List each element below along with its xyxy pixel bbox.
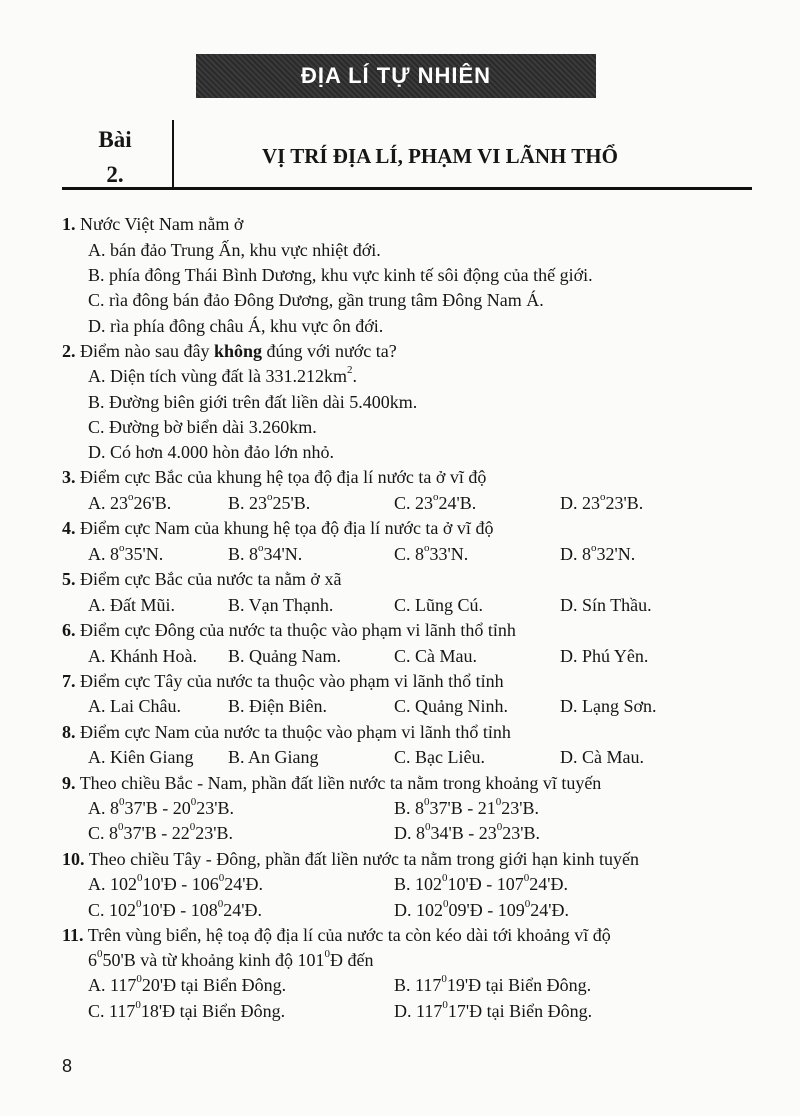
question-text: Điểm cực Bắc của khung hệ tọa độ địa lí nước ta ở vĩ độ [80, 467, 487, 487]
option-c: C. $102^010'Đ$ - $108^024'Đ$. [88, 898, 263, 920]
header-vertical-divider [172, 120, 174, 188]
option-c: C. Cà Mau. [394, 646, 477, 666]
section-banner-text: ĐỊA LÍ TỰ NHIÊN [300, 63, 492, 88]
option-a: A. $117^020'Đ$ tại Biển Đông. [88, 973, 287, 995]
question-text-emphasis: không [213, 341, 263, 361]
option-b: B. Vạn Thạnh. [228, 595, 334, 615]
question-number: 10. [62, 849, 85, 869]
option-c: C. rìa đông bán đảo Đông Dương, gần trung tâm Đông Nam Á. [88, 290, 544, 310]
option-a: A. 23$^o$26'B. [88, 491, 172, 513]
option-a: A. Diện tích vùng đất là $331.212km^2$. [88, 364, 357, 386]
option-b: B. Quảng Nam. [228, 646, 341, 666]
question-text: Nước Việt Nam nằm ở [80, 214, 244, 234]
option-b: B. Điện Biên. [228, 696, 327, 716]
question-8 [62, 722, 511, 743]
question-2 [62, 341, 397, 362]
question-number: 6. [62, 620, 76, 640]
page-number: 8 [62, 1056, 73, 1076]
question-11 [62, 925, 611, 946]
option-d: D. $102^009'Đ$ - $109^024'Đ$. [394, 898, 569, 920]
option-c: C. $117^018'Đ$ tại Biển Đông. [88, 999, 286, 1021]
option-d: D. $8^034'B - 23^023'B$. [394, 821, 540, 843]
question-5 [62, 569, 341, 590]
question-9 [62, 773, 601, 794]
option-a: A. $102^010'Đ$ - $106^024'Đ$. [88, 872, 263, 894]
lesson-title: VỊ TRÍ ĐỊA LÍ, PHẠM VI LÃNH THỔ [262, 144, 618, 168]
question-4 [62, 518, 493, 539]
question-number: 2. [62, 341, 76, 361]
question-number: 11. [62, 925, 84, 945]
option-b: B. Đường biên giới trên đất liền dài 5.400km. [88, 392, 418, 412]
question-text: Điểm cực Tây của nước ta thuộc vào phạm vi lãnh thổ tỉnh [80, 671, 504, 691]
option-c: C. Quảng Ninh. [394, 696, 508, 716]
question-text: Theo chiều Tây - Đông, phần đất liền nước ta nằm trong giới hạn kinh tuyến [88, 849, 640, 869]
question-7 [62, 671, 504, 692]
question-text-post: đúng với nước ta? [262, 341, 397, 361]
question-text-continued: $6^050'B$ và từ khoảng kinh độ $101^0Đ$ đến [88, 948, 374, 970]
option-b: B. 8$^o$34'N. [228, 542, 303, 564]
question-3 [62, 467, 486, 488]
question-number: 7. [62, 671, 76, 691]
lesson-label: Bài [98, 127, 132, 152]
option-c: C. $8^037'B - 22^023'B$. [88, 821, 234, 843]
question-text: Điểm cực Đông của nước ta thuộc vào phạm vi lãnh thổ tỉnh [80, 620, 516, 640]
option-b: B. phía đông Thái Bình Dương, khu vực kinh tế sôi động của thế giới. [88, 265, 593, 285]
question-1 [62, 214, 243, 235]
option-a: A. Đất Mũi. [88, 595, 175, 615]
question-text: Điểm cực Nam của nước ta thuộc vào phạm vi lãnh thổ tỉnh [80, 722, 511, 742]
option-d: D. Cà Mau. [560, 747, 644, 767]
option-b: B. $117^019'Đ$ tại Biển Đông. [394, 973, 592, 995]
question-number: 1. [62, 214, 76, 234]
question-text: Điểm cực Bắc của nước ta nằm ở xã [80, 569, 342, 589]
option-d: D. 23$^o$23'B. [560, 491, 644, 513]
header-horizontal-divider [62, 187, 752, 190]
question-number: 8. [62, 722, 76, 742]
option-a: A. 8$^o$35'N. [88, 542, 164, 564]
option-c: C. 8$^o$33'N. [394, 542, 469, 564]
option-b: B. An Giang [228, 747, 319, 767]
option-a: A. Kiên Giang [88, 747, 194, 767]
option-b: B. 23$^o$25'B. [228, 491, 311, 513]
option-d: D. Phú Yên. [560, 646, 649, 666]
lesson-number-block [62, 122, 168, 192]
option-c: C. Lũng Cú. [394, 595, 484, 615]
question-number: 3. [62, 467, 76, 487]
option-a: A. Lai Châu. [88, 696, 181, 716]
section-banner [196, 54, 596, 98]
option-d: D. 8$^o$32'N. [560, 542, 636, 564]
question-6 [62, 620, 516, 641]
option-c: C. Đường bờ biển dài 3.260km. [88, 417, 317, 437]
question-number: 9. [62, 773, 76, 793]
question-text: Trên vùng biển, hệ toạ độ địa lí của nước ta còn kéo dài tới khoảng vĩ độ [87, 925, 611, 945]
option-c: C. 23$^o$24'B. [394, 491, 477, 513]
lesson-number: 2. [106, 162, 124, 187]
question-text: Điểm cực Nam của khung hệ tọa độ địa lí nước ta ở vĩ độ [80, 518, 494, 538]
option-c: C. Bạc Liêu. [394, 747, 485, 767]
option-b: B. $8^037'B - 21^023'B$. [394, 796, 540, 818]
option-b: B. $102^010'Đ$ - $107^024'Đ$. [394, 872, 569, 894]
question-10 [62, 849, 639, 870]
question-number: 4. [62, 518, 76, 538]
question-text-pre: Điểm nào sau đây [80, 341, 214, 361]
option-a: A. bán đảo Trung Ấn, khu vực nhiệt đới. [88, 240, 381, 260]
option-d: D. $117^017'Đ$ tại Biển Đông. [394, 999, 593, 1021]
question-text: Theo chiều Bắc - Nam, phần đất liền nước ta nằm trong khoảng vĩ tuyến [79, 773, 602, 793]
question-number: 5. [62, 569, 76, 589]
option-a: A. $8^037'B - 20^023'B$. [88, 796, 234, 818]
option-d: D. Sín Thầu. [560, 595, 652, 615]
option-d: D. Có hơn 4.000 hòn đảo lớn nhỏ. [88, 442, 335, 462]
option-a: A. Khánh Hoà. [88, 646, 197, 666]
option-d: D. rìa phía đông châu Á, khu vực ôn đới. [88, 316, 384, 336]
option-d: D. Lạng Sơn. [560, 696, 657, 716]
